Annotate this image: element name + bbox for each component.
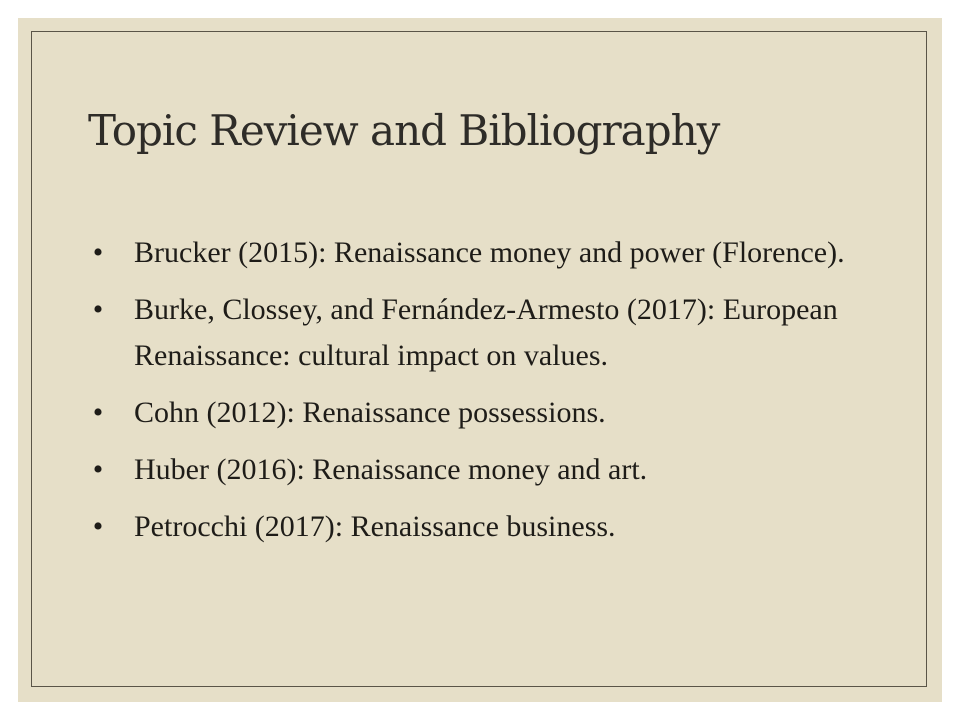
bullet-text: Cohn (2012): Renaissance possessions. [134, 396, 606, 429]
bullet-text: Petrocchi (2017): Renaissance business. [134, 510, 616, 543]
slide [18, 18, 942, 702]
list-item [88, 287, 868, 379]
bullet-text: Huber (2016): Renaissance money and art. [134, 453, 648, 486]
bullet-icon: • [92, 236, 104, 269]
bullet-text: Burke, Clossey, and Fernández-Armesto (2017): European Renaissance: cultural impact on values. [134, 293, 838, 372]
bullet-text: Brucker (2015): Renaissance money and power (Florence). [134, 236, 845, 269]
list-item [88, 390, 868, 436]
bullet-list [88, 230, 868, 561]
bullet-icon: • [92, 293, 104, 326]
bullet-icon: • [92, 396, 104, 429]
bullet-icon: • [92, 453, 104, 486]
list-item [88, 447, 868, 493]
bullet-icon: • [92, 510, 104, 543]
list-item [88, 504, 868, 550]
slide-title: Topic Review and Bibliography [88, 106, 720, 155]
list-item [88, 230, 868, 276]
